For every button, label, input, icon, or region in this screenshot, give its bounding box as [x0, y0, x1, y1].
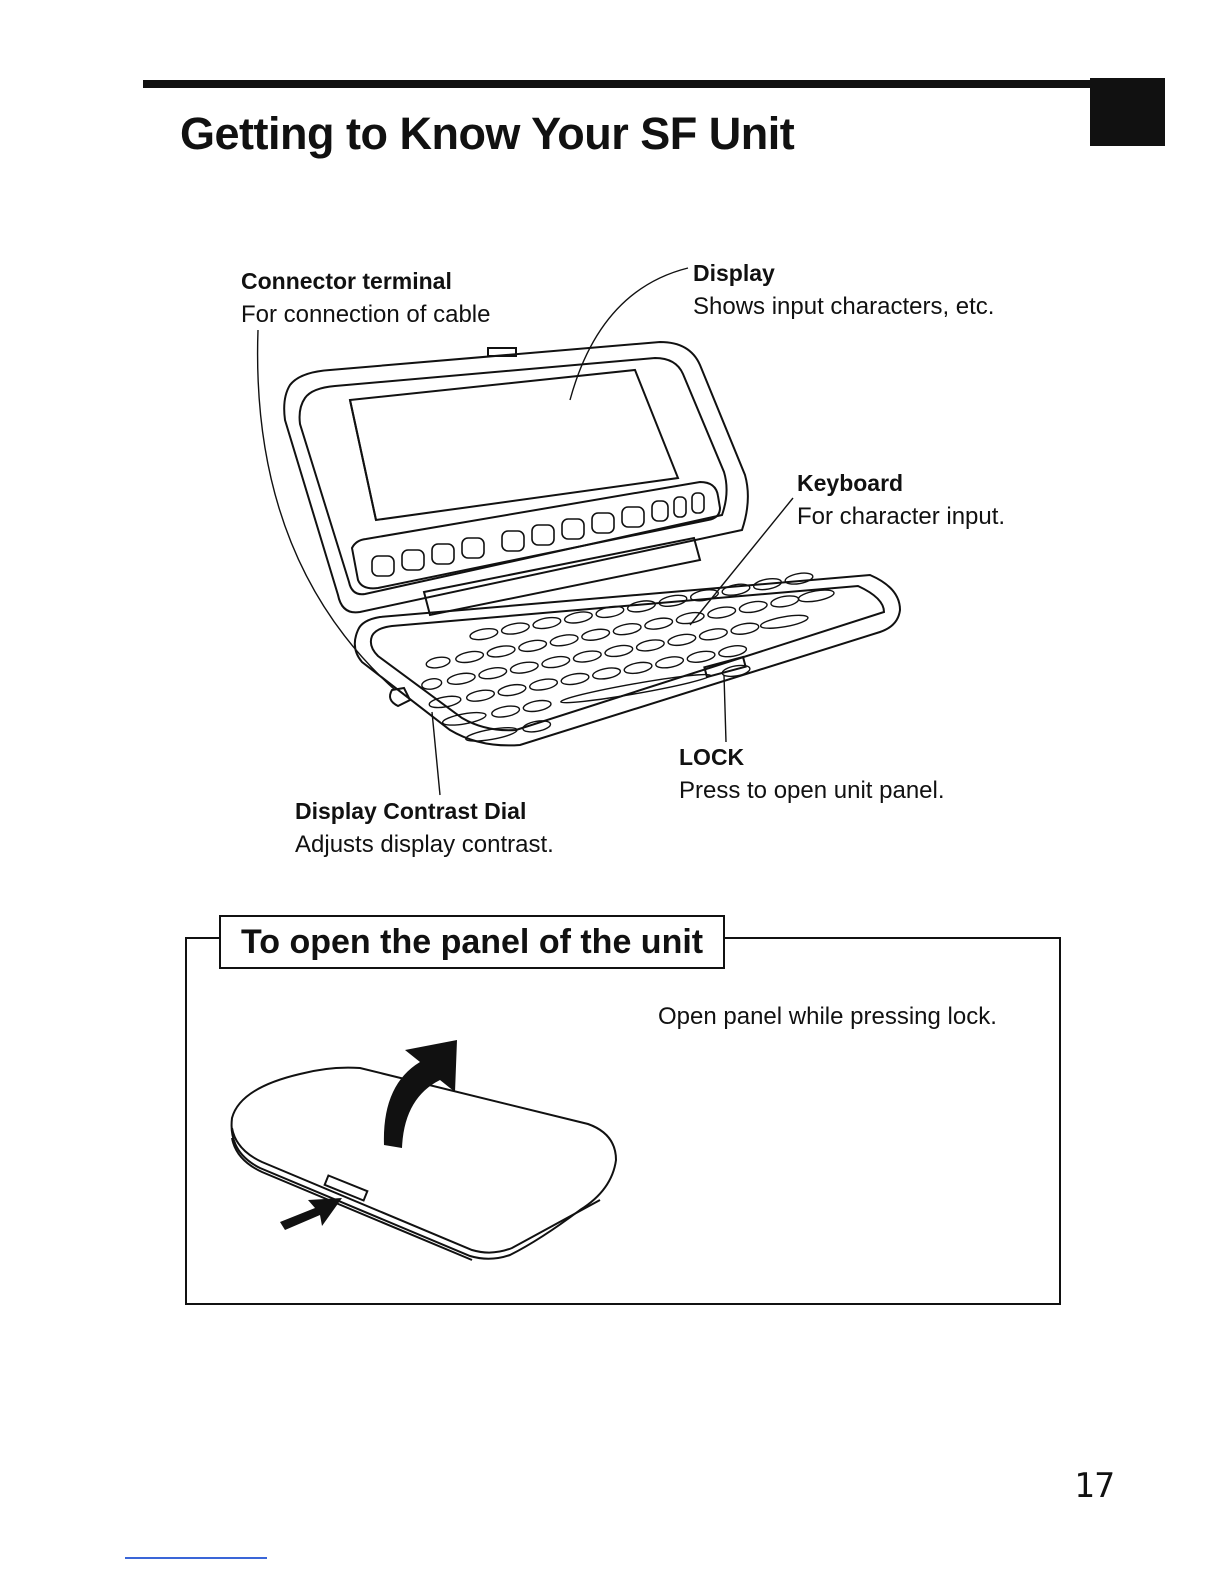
connector-desc: For connection of cable: [241, 301, 491, 328]
page-title: Getting to Know Your SF Unit: [180, 108, 795, 159]
keyboard-desc: For character input.: [797, 503, 1006, 530]
procedure-text: Open panel while pressing lock.: [658, 1003, 997, 1030]
keyboard-title: Keyboard: [797, 470, 904, 496]
open-arrow-icon: [384, 1040, 457, 1148]
connector-title: Connector terminal: [241, 268, 452, 294]
contrast-desc: Adjusts display contrast.: [295, 831, 554, 858]
page-number: 17: [1074, 1466, 1115, 1506]
scan-artifact-line: [125, 1557, 267, 1559]
press-arrow-icon: [280, 1198, 342, 1230]
display-desc: Shows input characters, etc.: [693, 293, 995, 320]
lock-title: LOCK: [679, 744, 745, 770]
lock-desc: Press to open unit panel.: [679, 777, 945, 804]
display-title: Display: [693, 260, 775, 286]
contrast-title: Display Contrast Dial: [295, 798, 527, 824]
procedure-heading: To open the panel of the unit: [219, 915, 725, 969]
